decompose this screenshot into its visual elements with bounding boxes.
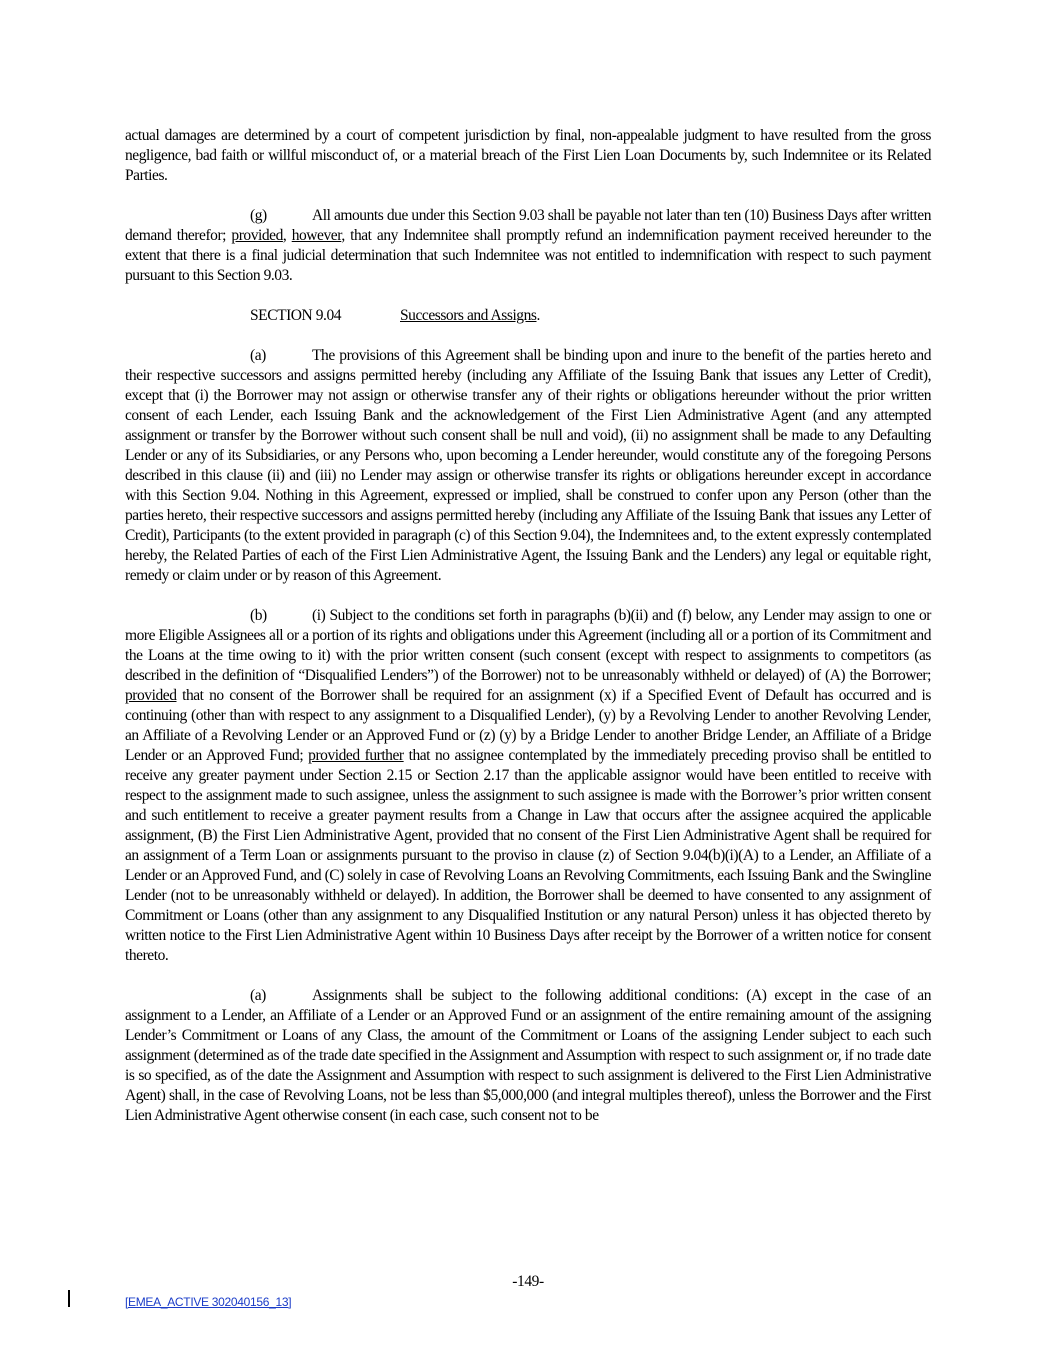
paragraph-g-text-2: , xyxy=(282,227,292,244)
paragraph-b xyxy=(125,606,931,966)
paragraph-g-provided: provided xyxy=(231,227,283,244)
paragraph-a-second-text: Assignments shall be subject to the following additional conditions: (A) except in the case of an assignment to a Lender, an Affiliate of a Lender or an Approved Fund or an assignment of the entire remaining amount of the assigning Lender’s Commitment or Loans of any Class, the amount of the Commitment or Loans of the assigning Lender subject to each such assignment (determined as of the trade date specified in the Assignment and Assumption with respect to such assignment or, if no trade date is so specified, as of the date the Assignment and Assumption with respect to such assignment is delivered to the First Lien Administrative Agent) shall, in the case of Revolving Loans, not be less than $5,000,000 (and integral multiples thereof), unless the Borrower and the First Lien Administrative Agent otherwise consent (in each case, such consent not to be xyxy=(125,987,931,1124)
paragraph-g-label: (g) xyxy=(250,207,267,224)
paragraph-g-however: however xyxy=(291,227,342,244)
paragraph-a xyxy=(125,346,931,586)
section-title-period: . xyxy=(536,307,540,324)
paragraph-b-label: (b) xyxy=(250,607,267,624)
paragraph-g xyxy=(125,206,931,286)
paragraph-b-text-2: that no consent of the Borrower shall be required for an assignment (x) if a Specified Event of Default has occurred and is continuing (other than with respect to any assignment to a Disqualified Lender), (y) by a Revolving Lender to another Revolving Lender, an Affiliate of a Revolving Lender or an Approved Fund or (z) (y) by a Bridge Lender to another Bridge Lender, an Affiliate of a Bridge Lender or an Approved Fund; xyxy=(125,687,931,764)
paragraph-b-text-1: (i) Subject to the conditions set forth in paragraphs (b)(ii) and (f) below, any Lender may assign to one or more Eligible Assignees all or a portion of its rights and obligations under this Agreement (including all or a portion of its Commitment and the Loans at the time owing to it) with the prior written consent (such consent (except with respect to assignments to competitors (as described in the definition of “Disqualified Lenders”) of the Borrower) not to be unreasonably withheld or delayed) of (A) the Borrower; xyxy=(125,607,931,684)
paragraph-b-text-3: that no assignee contemplated by the immediately preceding proviso shall be entitled to receive any greater payment under Section 2.15 or Section 2.17 than the applicable assignor would have been entitled to receive with respect to the assignment made to such assignee, unless the assignment to such assignee is made with the Borrower’s prior written consent and such entitlement to receive a greater payment results from a Change in Law that occurs after the assignee acquired the applicable assignment, (B) the First Lien Administrative Agent, provided that no consent of the First Lien Administrative Agent shall be required for an assignment of a Term Loan or assignments pursuant to the proviso in clause (z) of Section 9.04(b)(i)(A) to a Lender, an Affiliate of a Lender or an Approved Fund, and (C) solely in case of Revolving Loans an Revolving Commitments, each Issuing Bank and the Swingline Lender (not to be unreasonably withheld or delayed). In addition, the Borrower shall be deemed to have consented to any assignment of Commitment or Loans (other than any assignment to any Disqualified Institution or any natural Person) unless it has objected thereto by written notice to the First Lien Administrative Agent within 10 Business Days after receipt by the Borrower of a written notice for consent thereto. xyxy=(125,747,931,964)
paragraph-intro-text: actual damages are determined by a court of competent jurisdiction by final, non-appealable judgment to have resulted from the gross negligence, bad faith or willful misconduct of, or a material breach of the First Lien Loan Documents by, such Indemnitee or its Related Parties. xyxy=(125,127,931,184)
paragraph-a-second xyxy=(125,986,931,1126)
paragraph-a-second-label: (a) xyxy=(250,987,266,1004)
paragraph-g-text-1: All amounts due under this Section 9.03 shall be payable not later than ten (10) Business Days after written demand therefor; xyxy=(125,207,931,244)
section-heading xyxy=(250,306,931,326)
section-number: SECTION 9.04 xyxy=(250,307,342,324)
paragraph-a-label: (a) xyxy=(250,347,266,364)
change-bar xyxy=(68,1290,70,1307)
document-body xyxy=(125,126,931,1146)
document-reference-link[interactable]: [EMEA_ACTIVE 302040156_13] xyxy=(125,1295,292,1309)
paragraph-intro xyxy=(125,126,931,186)
paragraph-b-provided: provided xyxy=(125,687,177,704)
paragraph-a-text: The provisions of this Agreement shall be binding upon and inure to the benefit of the parties hereto and their respective successors and assigns permitted hereby (including any Affiliate of the Issuing Bank that issues any Letter of Credit), except that (i) the Borrower may not assign or otherwise transfer any of their rights or obligations hereunder without the prior written consent of each Lender, each Issuing Bank and the acknowledgement of the First Lien Administrative Agent (and any attempted assignment or transfer by the Borrower without such consent shall be null and void), (ii) no assignment shall be made to any Defaulting Lender or any of its Subsidiaries, or any Persons who, upon becoming a Lender hereunder, would constitute any of the foregoing Persons described in this clause (ii) and (iii) no Lender may assign or otherwise transfer its rights or obligations hereunder except in accordance with this Section 9.04. Nothing in this Agreement, expressed or implied, shall be construed to confer upon any Person (other than the parties hereto, their respective successors and assigns permitted hereby (including any Affiliate of the Issuing Bank that issues any Letter of Credit), Participants (to the extent provided in paragraph (c) of this Section 9.04), the Indemnitees and, to the extent expressly contemplated hereby, the Related Parties of each of the First Lien Administrative Agent, the Issuing Bank and the Lenders) any legal or equitable right, remedy or claim under or by reason of this Agreement. xyxy=(125,347,931,584)
paragraph-b-provided-further: provided further xyxy=(308,747,404,764)
section-title: Successors and Assigns xyxy=(400,307,537,324)
page-number: -149- xyxy=(512,1273,544,1290)
paragraph-g-text-3: , that any Indemnitee shall promptly refund an indemnification payment received hereunder to the extent that there is a final judicial determination that such Indemnitee was not entitled to indemnification with respect to such payment pursuant to this Section 9.03. xyxy=(125,227,931,284)
